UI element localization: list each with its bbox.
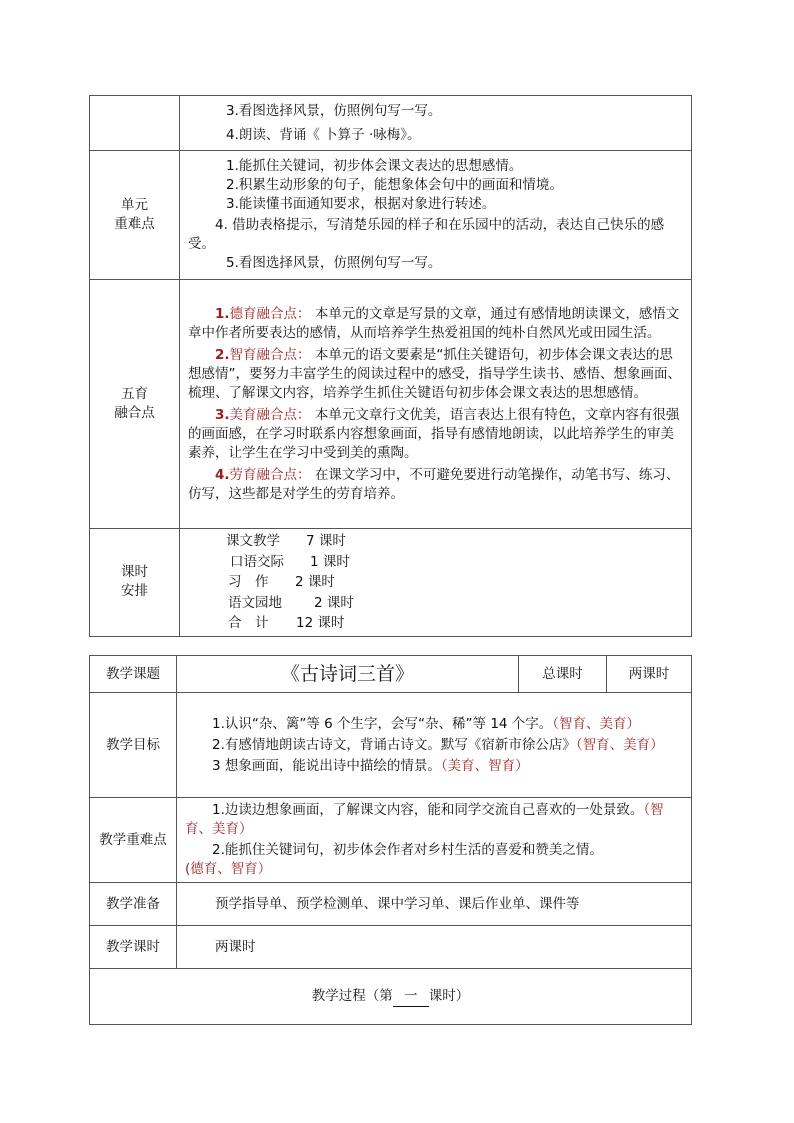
schedule-label: 课时 安排: [90, 529, 180, 637]
list-item: 4. 借助表格提示，写清楚乐园的样子和在乐园中的活动，表达自己快乐的感受。: [188, 217, 665, 252]
unit-plan-table: [89, 95, 692, 637]
schedule-item: 口语交际 1 课时: [230, 553, 350, 570]
goal-item: 3 想象画面，能说出诗中描绘的情景。（美育、智育）: [212, 757, 529, 774]
schedule-item: 语文园地 2 课时: [228, 594, 354, 611]
difficulty-item: 1.边读边想象画面，了解课文内容，能和同学交流自己喜欢的一处景致。（智育、美育）: [185, 802, 664, 837]
topic-row: [90, 656, 692, 693]
edu-paragraph: 3.美育融合点： 本单元文章行文优美，语言表达上很有特色，文章内容有很强的画面感，在学习时联系内容想象画面，指导有感情地朗读，以此培养学生的审美素养，让学生在学习中受到美的熏陶。: [188, 406, 680, 461]
continued-content: [180, 96, 692, 151]
process-row: [90, 969, 692, 1025]
goal-item: 2.有感情地朗读古诗文，背诵古诗文。默写《宿新市徐公店》（智育、美育）: [212, 736, 664, 753]
goals-row: [90, 693, 692, 798]
difficulty-item: 2.能抓住关键词句，初步体会作者对乡村生活的喜爱和赞美之情。(德育、智育）: [185, 842, 603, 877]
list-item: 3.看图选择风景，仿照例句写一写。: [226, 103, 442, 119]
five-edu-row: [90, 280, 692, 529]
list-item: 2.积累生动形象的句子，能想象体会句中的画面和情境。: [226, 177, 563, 193]
process-heading: 教学过程（第 一 课时）: [90, 969, 692, 1025]
schedule-item: 习 作 2 课时: [228, 574, 335, 590]
prep-value: 预学指导单、预学检测单、课中学习单、课后作业单、课件等: [177, 883, 692, 926]
lesson-title: 《古诗词三首》: [177, 656, 519, 693]
hours-value: 两课时: [177, 926, 692, 969]
hours-row: [90, 926, 692, 969]
edu-paragraph: 1.德育融合点： 本单元的文章是写景的文章，通过有感情地朗读课文，感悟文章中作者所要表达的感情，从而培养学生热爱祖国的纯朴自然风光或田园生活。: [188, 305, 680, 341]
list-item: 5.看图选择风景，仿照例句写一写。: [226, 255, 442, 271]
key-points-row: [90, 151, 692, 280]
edu-paragraph: 2.智育融合点： 本单元的语文要素是“抓住关键语句，初步体会课文表达的思想感情”，要努力丰富学生的阅读过程中的感受，指导学生读书、感悟、想象画面、梳理、了解课文内容，培养学生抓住关键语句初步体会课文表达的思想感情。: [188, 346, 681, 401]
edu-paragraph: 4.劳育融合点： 在课文学习中，不可避免要进行动笔操作，动笔书写、练习、仿写，这些都是对学生的劳育培养。: [188, 466, 680, 502]
list-item: 4.朗读、背诵《 卜算子 ·咏梅》。: [226, 127, 421, 143]
key-difficulty-label: 教学重难点: [90, 798, 177, 883]
process-lesson-number: 一: [393, 987, 429, 1007]
schedule-row: [90, 529, 692, 637]
prep-row: [90, 883, 692, 926]
list-item: 3.能读懂书面通知要求，根据对象进行转述。: [226, 196, 496, 212]
hours-label: 教学课时: [90, 926, 177, 969]
topic-label: 教学课题: [90, 656, 177, 693]
schedule-item: 合 计 12 课时: [228, 615, 345, 631]
continued-row: [90, 96, 692, 151]
total-hours-value: 两课时: [607, 656, 692, 693]
prep-label: 教学准备: [90, 883, 177, 926]
empty-label-cell: [90, 96, 180, 151]
five-edu-content: [180, 280, 692, 529]
schedule-content: [180, 529, 692, 637]
lesson-plan-table: [89, 655, 692, 1025]
key-difficulty-content: [177, 798, 692, 883]
key-points-label: 单元 重难点: [90, 151, 180, 280]
list-item: 1.能抓住关键词，初步体会课文表达的思想感情。: [226, 158, 523, 174]
goals-content: [177, 693, 692, 798]
five-edu-label: 五育 融合点: [90, 280, 180, 529]
total-hours-label: 总课时: [519, 656, 607, 693]
schedule-item: 课文教学 7 课时: [226, 533, 346, 549]
goals-label: 教学目标: [90, 693, 177, 798]
key-points-content: [180, 151, 692, 280]
goal-item: 1.认识“杂、篱”等 6 个生字，会写“杂、稀”等 14 个字。（智育、美育）: [212, 715, 641, 732]
key-difficulty-row: [90, 798, 692, 883]
